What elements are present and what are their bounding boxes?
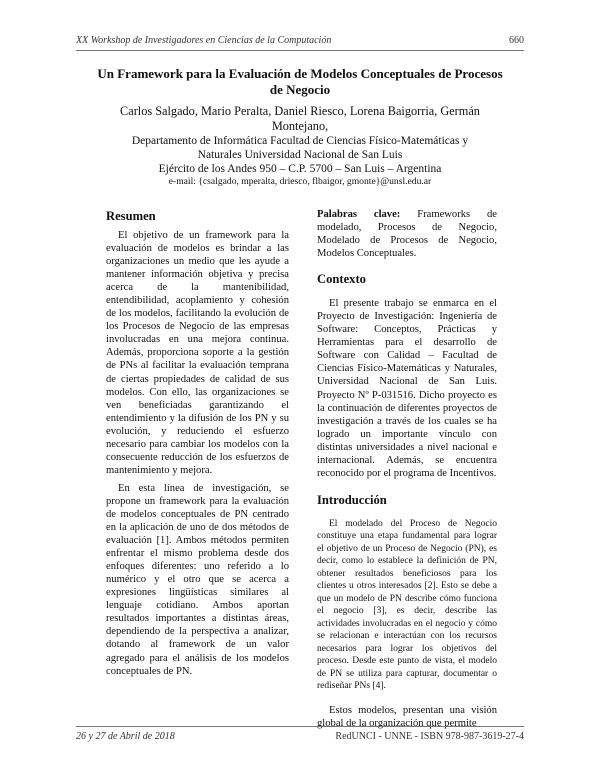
page-number: 660 [509, 35, 524, 46]
introduccion-paragraph-1: El modelado del Proceso de Negocio constituye una etapa fundamental para lograr el objetivo de un Proceso de Negocio (PN), es decir, como lo establece la definición de PN, obtener resultados beneficiosos para los clientes u otros interesados [2]. Esto se debe a que un modelo de PN describe cómo funciona el negocio [3], es decir, describe las actividades involucradas en el negocio y cómo se relacionan e interactúan con los recursos necesarios para lograr los objetivos del proceso. Desde este punto de vista, el modelo de PN se utiliza para capturar, documentar o rediseñar PNs [4]. [317, 518, 497, 692]
section-heading-introduccion: Introducción [317, 492, 387, 507]
author-list: Carlos Salgado, Mario Peralta, Daniel Riesco, Lorena Baigorria, Germán Montejano, [120, 104, 480, 133]
contexto-paragraph: El presente trabajo se enmarca en el Proyecto de Investigación: Ingeniería de Software: Conceptos, Prácticas y Herramientas para el desarrollo de Software con Calidad – Facultad de Ciencias Físico-Matemáticas y Naturales, Universidad Nacional de San Luis. Proyecto Nº P-031516. Dicho proyecto es la continuación de diferentes proyectos de investigación a través de los cuales se ha logrado un importante vínculo con distintas universidades a nivel nacional e internacional. Además, se encuentra reconocido por el programa de Incentivos. [317, 298, 497, 479]
resumen-paragraph-1: El objetivo de un framework para la evaluación de modelos es brindar a las organizaciones un medio que les ayude a mantener información objetiva y precisa acerca de la mantenibilidad, entendibilidad, acoplamiento y cohesión de los modelos, facilitando la evolución de los Procesos de Negocio de las empresas involucradas en una mejora continua. Además, proporciona soporte a la gestión de PNs al facilitar la evaluación temprana de ciertas propiedades de calidad de sus modelos. Con ello, las organizaciones se ven beneficiadas garantizando el entendimiento y la difusión de los PN y su evolución, y reduciendo el esfuerzo necesario para cambiar los modelos con la consecuente reducción de los esfuerzos de mantenimiento y mejora. [106, 230, 289, 476]
right-column [317, 208, 497, 730]
section-heading-resumen: Resumen [106, 209, 156, 223]
affiliation [110, 134, 490, 176]
affiliation-address: Ejército de los Andes 950 – C.P. 5700 – San Luis – Argentina [158, 163, 442, 175]
header-rule [76, 50, 524, 51]
footer-rule [76, 726, 524, 727]
affiliation-department: Departamento de Informática Facultad de Ciencias Físico-Matemáticas y Naturales Universidad Nacional de San Luis [131, 135, 469, 161]
left-column [106, 208, 289, 678]
conference-date: 26 y 27 de Abril de 2018 [76, 731, 175, 742]
author-emails: e-mail: {csalgado, mperalta, driesco, flbaigor, gmonte}@unsl.edu.ar [168, 176, 432, 187]
introduccion-paragraph-2: Estos modelos, presentan una visión global de la organización que permite [317, 704, 497, 729]
workshop-name: XX Workshop de Investigadores en Ciencias de la Computación [76, 35, 332, 46]
keywords [317, 208, 497, 260]
keywords-text: Frameworks de modelado, Procesos de Negocio, Modelado de Procesos de Negocio, Modelos Conceptuales. [317, 209, 498, 260]
publisher-isbn: RedUNCI - UNNE - ISBN 978-987-3619-27-4 [335, 731, 524, 742]
section-heading-contexto: Contexto [317, 272, 366, 287]
resumen-paragraph-2: En esta línea de investigación, se propone un framework para la evaluación de modelos conceptuales de PN centrado en la aplicación de uno de dos métodos de evaluación [1]. Ambos métodos permiten enfrentar el mismo problema desde dos enfoques diferentes: uno referido a lo numérico y el otro que se acerca a expresiones lingüísticas similares al lenguaje cotidiano. Ambos aportan resultados importantes a distintas áreas, dependiendo de la perspectiva a analizar, dotando al framework de un valor agregado para el análisis de los modelos conceptuales de PN. [106, 482, 289, 677]
keywords-label: Palabras clave: [317, 209, 401, 220]
paper-title: Un Framework para la Evaluación de Modelos Conceptuales de Procesos de Negocio [97, 66, 503, 97]
